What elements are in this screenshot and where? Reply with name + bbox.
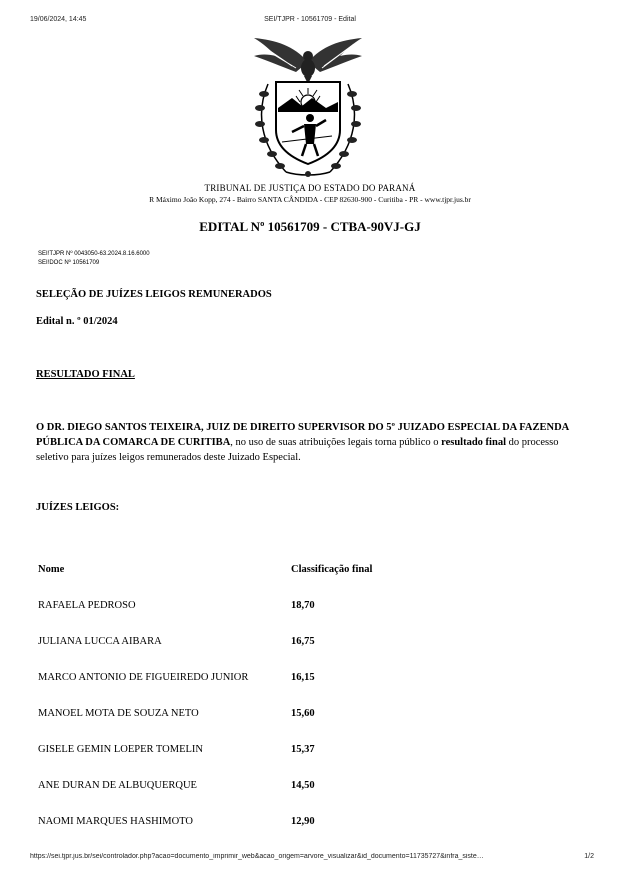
table-row [38,600,488,614]
document-meta [38,250,150,267]
table-header [38,564,488,578]
announcement-paragraph [36,420,588,465]
row-score: 12,90 [291,816,315,827]
row-name: NAOMI MARQUES HASHIMOTO [38,816,193,827]
row-name: JULIANA LUCCA AIBARA [38,636,162,647]
row-score: 15,60 [291,708,315,719]
table-row [38,744,488,758]
table-row [38,780,488,794]
table-row [38,816,488,830]
para-text-2: do processo seletivo para juízes leigos remunerados deste Juizado Especial. [36,437,559,463]
para-judge-text: O DR. DIEGO SANTOS TEIXEIRA, JUIZ DE DIREITO SUPERVISOR DO 5º JUIZADO ESPECIAL DA FAZENDA PÚBLICA DA COMARCA DE CURITIBA [36,422,569,448]
section-label: JUÍZES LEIGOS: [36,502,120,513]
row-score: 16,75 [291,636,315,647]
document-title: EDITAL Nº 10561709 - CTBA-90VJ-GJ [199,219,421,234]
row-score: 18,70 [291,600,315,611]
row-score: 16,15 [291,672,315,683]
table-row [38,672,488,686]
edital-number: Edital n. º 01/2024 [36,316,118,327]
table-row [38,708,488,722]
row-name: MANOEL MOTA DE SOUZA NETO [38,708,199,719]
parana-coat-of-arms-icon [246,32,370,180]
meta-process-number: SEI!TJPR Nº 0043050-63.2024.8.16.6000 [38,251,150,257]
para-text-1: , no uso de suas atribuições legais torna público o [230,437,442,448]
print-page-number: 1/2 [584,853,594,860]
selection-heading: SELEÇÃO DE JUÍZES LEIGOS REMUNERADOS [36,289,272,300]
organization-address: R Máximo João Kopp, 274 - Bairro SANTA CÂNDIDA - CEP 82630-900 - Curitiba - PR - www.tjpr.jus.br [149,195,471,204]
row-name: RAFAELA PEDROSO [38,600,136,611]
organization-name: TRIBUNAL DE JUSTIÇA DO ESTADO DO PARANÁ [204,183,416,193]
row-score: 15,37 [291,744,315,755]
table-row [38,636,488,650]
row-score: 14,50 [291,780,315,791]
row-name: ANE DURAN DE ALBUQUERQUE [38,780,197,791]
result-heading: RESULTADO FINAL [36,369,135,380]
print-datetime: 19/06/2024, 14:45 [30,16,87,23]
row-name: MARCO ANTONIO DE FIGUEIREDO JUNIOR [38,672,249,683]
meta-doc-number: SEI!DOC Nº 10561709 [38,259,100,266]
print-url: https://sei.tjpr.jus.br/sei/controlador.php?acao=documento_imprimir_web&acao_origem=arvore_visualizar&id_documento=11735727&infra_siste… [30,853,484,860]
header-score: Classificação final [291,564,373,575]
print-page-title: SEI/TJPR - 10561709 - Edital [264,16,356,23]
para-result-text: resultado final [441,437,506,448]
header-name: Nome [38,564,65,575]
row-name: GISELE GEMIN LOEPER TOMELIN [38,744,203,755]
